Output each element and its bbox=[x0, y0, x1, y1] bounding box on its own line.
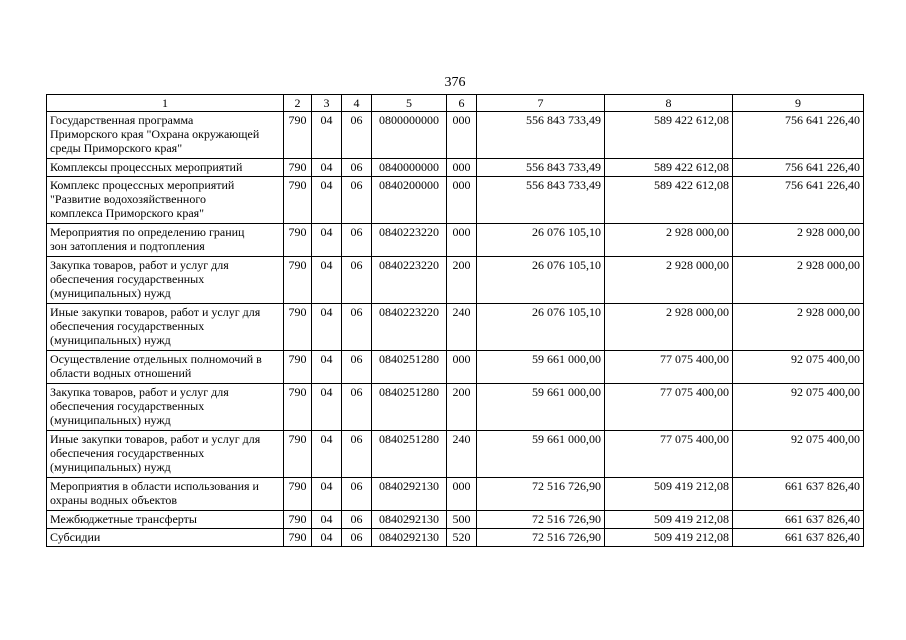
amount-col7-cell: 72 516 726,90 bbox=[477, 529, 605, 547]
amount-col9-cell: 661 637 826,40 bbox=[733, 529, 864, 547]
column-header: 1 bbox=[47, 95, 284, 112]
table-body bbox=[47, 112, 864, 547]
amount-col7-cell: 556 843 733,49 bbox=[477, 177, 605, 224]
row-name bbox=[47, 112, 284, 159]
column-header: 9 bbox=[733, 95, 864, 112]
amount-col8-cell: 2 928 000,00 bbox=[605, 304, 733, 351]
subsection-code-cell: 06 bbox=[342, 257, 372, 304]
row-name-line: Закупка товаров, работ и услуг для bbox=[50, 258, 229, 272]
amount-col7-cell: 59 661 000,00 bbox=[477, 431, 605, 478]
section-code-cell: 04 bbox=[312, 224, 342, 257]
subsection-code-cell: 06 bbox=[342, 224, 372, 257]
row-name-line: зон затопления и подтопления bbox=[50, 239, 205, 253]
admin-code-cell: 790 bbox=[284, 112, 312, 159]
subsection-code-cell: 06 bbox=[342, 478, 372, 511]
section-code-cell: 04 bbox=[312, 529, 342, 547]
amount-col8-cell: 589 422 612,08 bbox=[605, 159, 733, 177]
row-name-line: области водных отношений bbox=[50, 366, 192, 380]
table-row bbox=[47, 529, 864, 547]
amount-col9-cell: 661 637 826,40 bbox=[733, 478, 864, 511]
amount-col8-cell: 509 419 212,08 bbox=[605, 511, 733, 529]
amount-col8-cell: 509 419 212,08 bbox=[605, 529, 733, 547]
section-code-cell: 04 bbox=[312, 112, 342, 159]
amount-col9-cell: 661 637 826,40 bbox=[733, 511, 864, 529]
section-code-cell: 04 bbox=[312, 384, 342, 431]
section-code-cell: 04 bbox=[312, 304, 342, 351]
expense-type-cell: 000 bbox=[447, 159, 477, 177]
admin-code-cell: 790 bbox=[284, 177, 312, 224]
table-row bbox=[47, 431, 864, 478]
amount-col9-cell: 92 075 400,00 bbox=[733, 384, 864, 431]
subsection-code-cell: 06 bbox=[342, 529, 372, 547]
admin-code-cell: 790 bbox=[284, 304, 312, 351]
expense-type-cell: 000 bbox=[447, 112, 477, 159]
subsection-code-cell: 06 bbox=[342, 159, 372, 177]
admin-code-cell: 790 bbox=[284, 511, 312, 529]
amount-col7-cell: 72 516 726,90 bbox=[477, 478, 605, 511]
amount-col9-cell: 756 641 226,40 bbox=[733, 177, 864, 224]
table-row bbox=[47, 112, 864, 159]
header-row bbox=[47, 95, 864, 112]
subsection-code-cell: 06 bbox=[342, 511, 372, 529]
table-row bbox=[47, 511, 864, 529]
expense-type-cell: 200 bbox=[447, 257, 477, 304]
amount-col8-cell: 2 928 000,00 bbox=[605, 224, 733, 257]
amount-col9-cell: 2 928 000,00 bbox=[733, 257, 864, 304]
column-header: 4 bbox=[342, 95, 372, 112]
budget-table bbox=[46, 94, 864, 547]
amount-col7-cell: 72 516 726,90 bbox=[477, 511, 605, 529]
row-name bbox=[47, 257, 284, 304]
row-name-line: комплекса Приморского края" bbox=[50, 206, 205, 220]
amount-col9-cell: 756 641 226,40 bbox=[733, 159, 864, 177]
row-name-line: Государственная программа bbox=[50, 113, 194, 127]
amount-col7-cell: 556 843 733,49 bbox=[477, 112, 605, 159]
amount-col9-cell: 2 928 000,00 bbox=[733, 224, 864, 257]
row-name-line: Межбюджетные трансферты bbox=[50, 512, 197, 526]
expense-type-cell: 240 bbox=[447, 431, 477, 478]
admin-code-cell: 790 bbox=[284, 431, 312, 478]
amount-col8-cell: 77 075 400,00 bbox=[605, 431, 733, 478]
admin-code-cell: 790 bbox=[284, 257, 312, 304]
table-row bbox=[47, 351, 864, 384]
target-article-cell: 0840292130 bbox=[372, 511, 447, 529]
subsection-code-cell: 06 bbox=[342, 351, 372, 384]
admin-code-cell: 790 bbox=[284, 159, 312, 177]
target-article-cell: 0840292130 bbox=[372, 478, 447, 511]
amount-col8-cell: 2 928 000,00 bbox=[605, 257, 733, 304]
target-article-cell: 0840251280 bbox=[372, 431, 447, 478]
amount-col7-cell: 26 076 105,10 bbox=[477, 257, 605, 304]
expense-type-cell: 000 bbox=[447, 351, 477, 384]
row-name bbox=[47, 478, 284, 511]
row-name bbox=[47, 224, 284, 257]
admin-code-cell: 790 bbox=[284, 384, 312, 431]
target-article-cell: 0840223220 bbox=[372, 224, 447, 257]
amount-col9-cell: 2 928 000,00 bbox=[733, 304, 864, 351]
admin-code-cell: 790 bbox=[284, 351, 312, 384]
row-name bbox=[47, 304, 284, 351]
row-name-line: обеспечения государственных bbox=[50, 399, 205, 413]
amount-col7-cell: 59 661 000,00 bbox=[477, 384, 605, 431]
row-name-line: обеспечения государственных bbox=[50, 446, 205, 460]
table-row bbox=[47, 177, 864, 224]
subsection-code-cell: 06 bbox=[342, 112, 372, 159]
row-name-line: Приморского края "Охрана окружающей bbox=[50, 127, 260, 141]
table-row bbox=[47, 478, 864, 511]
amount-col8-cell: 509 419 212,08 bbox=[605, 478, 733, 511]
column-header: 3 bbox=[312, 95, 342, 112]
row-name-line: Осуществление отдельных полномочий в bbox=[50, 352, 262, 366]
subsection-code-cell: 06 bbox=[342, 177, 372, 224]
amount-col7-cell: 59 661 000,00 bbox=[477, 351, 605, 384]
row-name-line: Субсидии bbox=[50, 530, 101, 544]
amount-col9-cell: 92 075 400,00 bbox=[733, 351, 864, 384]
expense-type-cell: 500 bbox=[447, 511, 477, 529]
admin-code-cell: 790 bbox=[284, 224, 312, 257]
table-row bbox=[47, 304, 864, 351]
amount-col8-cell: 77 075 400,00 bbox=[605, 384, 733, 431]
subsection-code-cell: 06 bbox=[342, 431, 372, 478]
amount-col7-cell: 26 076 105,10 bbox=[477, 224, 605, 257]
row-name-line: (муниципальных) нужд bbox=[50, 413, 171, 427]
target-article-cell: 0840223220 bbox=[372, 257, 447, 304]
row-name-line: Иные закупки товаров, работ и услуг для bbox=[50, 432, 261, 446]
row-name-line: среды Приморского края" bbox=[50, 141, 183, 155]
section-code-cell: 04 bbox=[312, 351, 342, 384]
amount-col9-cell: 756 641 226,40 bbox=[733, 112, 864, 159]
column-header: 7 bbox=[477, 95, 605, 112]
row-name-line: Комплексы процессных мероприятий bbox=[50, 160, 243, 174]
row-name bbox=[47, 351, 284, 384]
target-article-cell: 0840251280 bbox=[372, 384, 447, 431]
column-header: 5 bbox=[372, 95, 447, 112]
row-name bbox=[47, 529, 284, 547]
row-name-line: обеспечения государственных bbox=[50, 272, 205, 286]
target-article-cell: 0840000000 bbox=[372, 159, 447, 177]
row-name-line: Комплекс процессных мероприятий bbox=[50, 178, 235, 192]
subsection-code-cell: 06 bbox=[342, 304, 372, 351]
section-code-cell: 04 bbox=[312, 431, 342, 478]
target-article-cell: 0840223220 bbox=[372, 304, 447, 351]
section-code-cell: 04 bbox=[312, 257, 342, 304]
row-name-line: (муниципальных) нужд bbox=[50, 286, 171, 300]
row-name-line: охраны водных объектов bbox=[50, 493, 178, 507]
expense-type-cell: 520 bbox=[447, 529, 477, 547]
amount-col8-cell: 589 422 612,08 bbox=[605, 177, 733, 224]
row-name-line: (муниципальных) нужд bbox=[50, 460, 171, 474]
expense-type-cell: 200 bbox=[447, 384, 477, 431]
row-name bbox=[47, 511, 284, 529]
amount-col7-cell: 26 076 105,10 bbox=[477, 304, 605, 351]
row-name-line: (муниципальных) нужд bbox=[50, 333, 171, 347]
expense-type-cell: 000 bbox=[447, 224, 477, 257]
target-article-cell: 0840200000 bbox=[372, 177, 447, 224]
table-row bbox=[47, 384, 864, 431]
section-code-cell: 04 bbox=[312, 159, 342, 177]
row-name-line: Иные закупки товаров, работ и услуг для bbox=[50, 305, 261, 319]
target-article-cell: 0800000000 bbox=[372, 112, 447, 159]
subsection-code-cell: 06 bbox=[342, 384, 372, 431]
column-header: 8 bbox=[605, 95, 733, 112]
column-header: 6 bbox=[447, 95, 477, 112]
amount-col8-cell: 77 075 400,00 bbox=[605, 351, 733, 384]
expense-type-cell: 240 bbox=[447, 304, 477, 351]
row-name bbox=[47, 177, 284, 224]
column-header: 2 bbox=[284, 95, 312, 112]
section-code-cell: 04 bbox=[312, 478, 342, 511]
row-name bbox=[47, 159, 284, 177]
table-row bbox=[47, 257, 864, 304]
target-article-cell: 0840292130 bbox=[372, 529, 447, 547]
row-name-line: "Развитие водохозяйственного bbox=[50, 192, 206, 206]
amount-col7-cell: 556 843 733,49 bbox=[477, 159, 605, 177]
amount-col8-cell: 589 422 612,08 bbox=[605, 112, 733, 159]
row-name-line: обеспечения государственных bbox=[50, 319, 205, 333]
row-name-line: Закупка товаров, работ и услуг для bbox=[50, 385, 229, 399]
admin-code-cell: 790 bbox=[284, 478, 312, 511]
amount-col9-cell: 92 075 400,00 bbox=[733, 431, 864, 478]
row-name-line: Мероприятия в области использования и bbox=[50, 479, 259, 493]
section-code-cell: 04 bbox=[312, 177, 342, 224]
section-code-cell: 04 bbox=[312, 511, 342, 529]
row-name-line: Мероприятия по определению границ bbox=[50, 225, 245, 239]
admin-code-cell: 790 bbox=[284, 529, 312, 547]
table-row bbox=[47, 224, 864, 257]
row-name bbox=[47, 431, 284, 478]
expense-type-cell: 000 bbox=[447, 478, 477, 511]
target-article-cell: 0840251280 bbox=[372, 351, 447, 384]
table-row bbox=[47, 159, 864, 177]
expense-type-cell: 000 bbox=[447, 177, 477, 224]
page-number: 376 bbox=[444, 75, 466, 90]
row-name bbox=[47, 384, 284, 431]
